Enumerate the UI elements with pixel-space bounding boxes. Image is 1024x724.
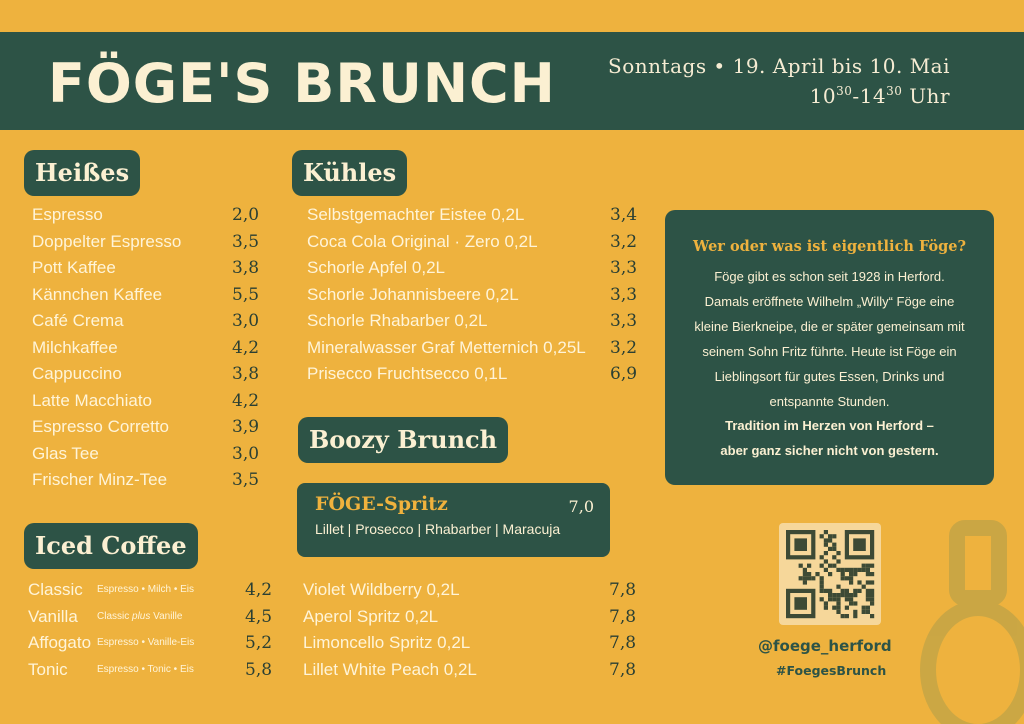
qr-module bbox=[832, 564, 836, 568]
menu-item bbox=[28, 607, 278, 634]
qr-module bbox=[866, 589, 870, 593]
time-start: 10 bbox=[809, 84, 837, 108]
qr-module bbox=[803, 580, 807, 584]
qr-module bbox=[853, 589, 857, 593]
qr-module bbox=[828, 597, 832, 601]
item-price: 3,0 bbox=[232, 443, 260, 464]
item-price: 4,2 bbox=[232, 337, 260, 358]
about-line: Lieblingsort für gutes Essen, Drinks und bbox=[714, 369, 945, 384]
about-box bbox=[665, 210, 994, 485]
qr-module bbox=[799, 576, 803, 580]
qr-module bbox=[841, 589, 845, 593]
qr-module bbox=[828, 534, 832, 538]
qr-module bbox=[866, 597, 870, 601]
item-name: Doppelter Espresso bbox=[32, 231, 182, 251]
qr-module bbox=[857, 589, 861, 593]
qr-module bbox=[836, 585, 840, 589]
qr-module bbox=[853, 610, 857, 614]
qr-code-icon[interactable] bbox=[779, 523, 881, 625]
header-banner bbox=[0, 32, 1024, 130]
date-range: Sonntags • 19. April bis 10. Mai bbox=[608, 54, 950, 78]
qr-module bbox=[824, 559, 828, 563]
qr-module bbox=[849, 576, 853, 580]
about-line: entspannte Stunden. bbox=[769, 394, 890, 409]
qr-module bbox=[794, 538, 807, 551]
qr-module bbox=[845, 606, 849, 610]
item-price: 7,8 bbox=[609, 606, 637, 627]
qr-module bbox=[853, 572, 857, 576]
qr-module bbox=[828, 593, 832, 597]
qr-module bbox=[853, 538, 866, 551]
qr-module bbox=[836, 568, 840, 572]
item-price: 7,8 bbox=[609, 580, 637, 600]
item-description: Espresso • Milch • Eis bbox=[97, 584, 195, 595]
item-name: Tonic bbox=[28, 659, 68, 679]
menu-item bbox=[307, 338, 637, 365]
item-name: Aperol Spritz 0,2L bbox=[303, 606, 439, 626]
qr-module bbox=[832, 534, 836, 538]
qr-module bbox=[862, 606, 866, 610]
item-price: 3,2 bbox=[610, 231, 638, 252]
qr-module bbox=[807, 576, 811, 580]
menu-item bbox=[32, 205, 262, 232]
qr-module bbox=[803, 568, 807, 572]
qr-module bbox=[849, 593, 853, 597]
item-price: 6,9 bbox=[610, 364, 638, 384]
item-name: Schorle Apfel 0,2L bbox=[307, 258, 445, 277]
qr-module bbox=[820, 555, 824, 559]
qr-module bbox=[832, 547, 836, 551]
menu-item bbox=[32, 470, 262, 497]
qr-module bbox=[824, 551, 828, 555]
item-name: Cappuccino bbox=[32, 364, 122, 383]
qr-module bbox=[849, 597, 853, 601]
qr-module bbox=[820, 534, 824, 538]
qr-module bbox=[841, 614, 845, 618]
qr-module bbox=[828, 564, 832, 568]
page-title: FÖGE'S BRUNCH bbox=[48, 52, 556, 115]
item-name: Affogato bbox=[28, 633, 92, 652]
qr-module bbox=[824, 606, 828, 610]
item-price: 5,2 bbox=[245, 633, 273, 653]
qr-module bbox=[853, 601, 857, 605]
qr-module bbox=[832, 597, 836, 601]
qr-module bbox=[845, 597, 849, 601]
desc-emphasis: plus bbox=[132, 610, 151, 622]
desc-part: Classic bbox=[97, 610, 133, 622]
about-line: Damals eröffnete Wilhelm „Willy“ Föge eine bbox=[704, 294, 955, 309]
qr-module bbox=[836, 551, 840, 555]
item-description bbox=[97, 611, 182, 622]
section-title-kuehles: Kühles bbox=[292, 150, 407, 196]
heisses-list bbox=[32, 205, 262, 497]
qr-module bbox=[853, 568, 857, 572]
qr-module bbox=[807, 572, 811, 576]
qr-module bbox=[841, 568, 845, 572]
qr-module bbox=[828, 589, 832, 593]
item-price: 3,8 bbox=[232, 364, 260, 384]
qr-module bbox=[849, 572, 853, 576]
item-price: 3,5 bbox=[232, 470, 260, 490]
menu-item bbox=[303, 660, 638, 687]
qr-module bbox=[870, 589, 874, 593]
menu-item bbox=[28, 633, 278, 660]
menu-item bbox=[32, 311, 262, 338]
menu-item bbox=[32, 232, 262, 259]
qr-module bbox=[836, 601, 840, 605]
qr-module bbox=[870, 601, 874, 605]
qr-module bbox=[820, 576, 824, 580]
qr-module bbox=[853, 614, 857, 618]
qr-module bbox=[824, 543, 828, 547]
qr-module bbox=[866, 568, 870, 572]
item-name: Mineralwasser Graf Metternich 0,25L bbox=[307, 337, 586, 357]
featured-drink-card bbox=[297, 483, 610, 557]
qr-module bbox=[866, 580, 870, 584]
menu-item bbox=[28, 580, 278, 607]
menu-item bbox=[303, 580, 638, 607]
item-name: Espresso bbox=[32, 205, 103, 224]
featured-drink-description: Lillet | Prosecco | Rhabarber | Maracuja bbox=[315, 521, 561, 537]
item-name: Schorle Johannisbeere 0,2L bbox=[307, 284, 519, 304]
menu-item bbox=[307, 258, 637, 285]
item-name: Lillet White Peach 0,2L bbox=[303, 659, 477, 679]
item-name: Glas Tee bbox=[32, 443, 99, 463]
qr-module bbox=[870, 580, 874, 584]
qr-module bbox=[836, 606, 840, 610]
qr-module bbox=[866, 572, 870, 576]
qr-module bbox=[820, 580, 824, 584]
item-price: 3,3 bbox=[610, 311, 638, 331]
qr-module bbox=[836, 597, 840, 601]
qr-module bbox=[828, 572, 832, 576]
qr-module bbox=[836, 559, 840, 563]
item-price: 3,5 bbox=[232, 231, 260, 252]
menu-item bbox=[307, 364, 637, 391]
item-name: Frischer Minz-Tee bbox=[32, 470, 168, 489]
item-price: 4,2 bbox=[245, 580, 273, 600]
menu-item bbox=[307, 205, 637, 232]
item-price: 3,9 bbox=[232, 417, 260, 437]
menu-item bbox=[32, 417, 262, 444]
qr-module bbox=[862, 564, 866, 568]
menu-item bbox=[32, 258, 262, 285]
item-name: Selbstgemachter Eistee 0,2L bbox=[307, 205, 525, 224]
item-price: 3,2 bbox=[610, 337, 638, 358]
item-price: 7,8 bbox=[609, 633, 637, 653]
tagline-line: aber ganz sicher nicht von gestern. bbox=[720, 443, 939, 458]
item-price: 4,2 bbox=[232, 390, 260, 411]
qr-module bbox=[794, 597, 807, 610]
item-name: Coca Cola Original · Zero 0,2L bbox=[307, 231, 538, 251]
desc-part: Vanille bbox=[150, 610, 183, 622]
qr-module bbox=[811, 576, 815, 580]
qr-module bbox=[815, 572, 819, 576]
qr-module bbox=[857, 568, 861, 572]
qr-module bbox=[862, 585, 866, 589]
menu-item bbox=[32, 364, 262, 391]
top-margin bbox=[0, 0, 1024, 32]
item-name: Espresso Corretto bbox=[32, 417, 169, 436]
qr-module bbox=[870, 593, 874, 597]
menu-item bbox=[307, 232, 637, 259]
qr-module bbox=[870, 597, 874, 601]
item-price: 3,4 bbox=[610, 205, 638, 225]
menu-item bbox=[303, 607, 638, 634]
qr-module bbox=[866, 564, 870, 568]
item-name: Classic bbox=[28, 580, 83, 599]
time-separator: -14 bbox=[852, 84, 887, 108]
qr-module bbox=[824, 530, 828, 534]
item-name: Prisecco Fruchtsecco 0,1L bbox=[307, 364, 508, 383]
qr-module bbox=[845, 589, 849, 593]
menu-item bbox=[32, 338, 262, 365]
qr-module bbox=[820, 585, 824, 589]
qr-module bbox=[845, 568, 849, 572]
item-price: 5,8 bbox=[245, 659, 273, 680]
item-name: Latte Macchiato bbox=[32, 390, 153, 410]
qr-module bbox=[849, 568, 853, 572]
qr-module bbox=[803, 576, 807, 580]
item-price: 3,3 bbox=[610, 258, 638, 278]
menu-item bbox=[32, 391, 262, 418]
qr-module bbox=[862, 568, 866, 572]
qr-module bbox=[866, 606, 870, 610]
menu-item bbox=[307, 285, 637, 312]
about-text bbox=[683, 264, 976, 414]
menu-item bbox=[32, 285, 262, 312]
qr-module bbox=[857, 580, 861, 584]
qr-module bbox=[824, 589, 828, 593]
item-name: Pott Kaffee bbox=[32, 258, 116, 277]
qr-module bbox=[836, 610, 840, 614]
kuehles-list bbox=[307, 205, 637, 391]
qr-module bbox=[836, 593, 840, 597]
qr-module bbox=[828, 538, 832, 542]
qr-module bbox=[820, 597, 824, 601]
section-title-boozy-brunch: Boozy Brunch bbox=[298, 417, 508, 463]
item-name: Vanilla bbox=[28, 606, 78, 626]
qr-module bbox=[799, 564, 803, 568]
qr-module bbox=[841, 593, 845, 597]
qr-module bbox=[828, 547, 832, 551]
qr-module bbox=[841, 576, 845, 580]
qr-module bbox=[870, 614, 874, 618]
about-line: seinem Sohn Fritz führte. Heute ist Föge ein bbox=[702, 344, 957, 359]
qr-module bbox=[845, 593, 849, 597]
qr-module bbox=[845, 576, 849, 580]
time-range bbox=[810, 84, 950, 108]
qr-module bbox=[866, 593, 870, 597]
item-price: 3,3 bbox=[610, 284, 638, 305]
item-description: Espresso • Vanille-Eis bbox=[97, 637, 195, 648]
about-line: kleine Bierkneipe, die er später gemeinsam mit bbox=[694, 319, 965, 334]
about-line: Föge gibt es schon seit 1928 in Herford. bbox=[714, 269, 945, 284]
menu-item bbox=[303, 633, 638, 660]
section-title-heisses: Heißes bbox=[24, 150, 140, 196]
item-price: 4,5 bbox=[245, 606, 273, 627]
menu-item bbox=[307, 311, 637, 338]
qr-module bbox=[841, 572, 845, 576]
qr-module bbox=[853, 593, 857, 597]
brand-mark-icon bbox=[905, 520, 1024, 724]
menu-item bbox=[28, 660, 278, 687]
qr-module bbox=[849, 580, 853, 584]
qr-module bbox=[832, 606, 836, 610]
section-title-iced-coffee: Iced Coffee bbox=[24, 523, 198, 569]
qr-module bbox=[807, 564, 811, 568]
tagline-line: Tradition im Herzen von Herford – bbox=[725, 418, 934, 433]
featured-drink-price: 7,0 bbox=[568, 497, 594, 516]
qr-module bbox=[832, 543, 836, 547]
about-tagline bbox=[683, 413, 976, 463]
item-name: Limoncello Spritz 0,2L bbox=[303, 633, 471, 652]
item-name: Schorle Rhabarber 0,2L bbox=[307, 311, 488, 330]
time-unit: Uhr bbox=[902, 84, 950, 108]
about-title: Wer oder was ist eigentlich Föge? bbox=[692, 238, 967, 255]
iced-coffee-list bbox=[28, 580, 278, 686]
item-name: Kännchen Kaffee bbox=[32, 284, 163, 304]
qr-module bbox=[824, 601, 828, 605]
item-description: Espresso • Tonic • Eis bbox=[97, 663, 194, 675]
item-name: Café Crema bbox=[32, 311, 124, 330]
instagram-handle[interactable]: @foege_herford bbox=[758, 637, 892, 655]
item-name: Violet Wildberry 0,2L bbox=[303, 580, 460, 599]
item-price: 3,8 bbox=[232, 258, 260, 278]
item-price: 3,0 bbox=[232, 311, 260, 331]
item-price: 2,0 bbox=[232, 205, 260, 225]
qr-module bbox=[866, 610, 870, 614]
item-price: 5,5 bbox=[232, 284, 260, 305]
qr-module bbox=[824, 538, 828, 542]
hashtag: #FoegesBrunch bbox=[776, 663, 887, 678]
item-name: Milchkaffee bbox=[32, 337, 118, 357]
qr-module bbox=[803, 572, 807, 576]
qr-code-graphic bbox=[779, 523, 881, 625]
time-end-minutes: 30 bbox=[886, 84, 903, 98]
qr-module bbox=[862, 610, 866, 614]
item-price: 7,8 bbox=[609, 659, 637, 680]
qr-module bbox=[832, 555, 836, 559]
featured-drink-name: FÖGE-Spritz bbox=[315, 493, 448, 515]
qr-module bbox=[832, 593, 836, 597]
qr-module bbox=[870, 564, 874, 568]
qr-module bbox=[824, 568, 828, 572]
time-start-minutes: 30 bbox=[836, 84, 853, 98]
qr-module bbox=[820, 564, 824, 568]
qr-module bbox=[849, 601, 853, 605]
qr-module bbox=[820, 589, 824, 593]
boozy-list bbox=[303, 580, 638, 686]
menu-item bbox=[32, 444, 262, 471]
qr-module bbox=[870, 572, 874, 576]
qr-module bbox=[845, 614, 849, 618]
